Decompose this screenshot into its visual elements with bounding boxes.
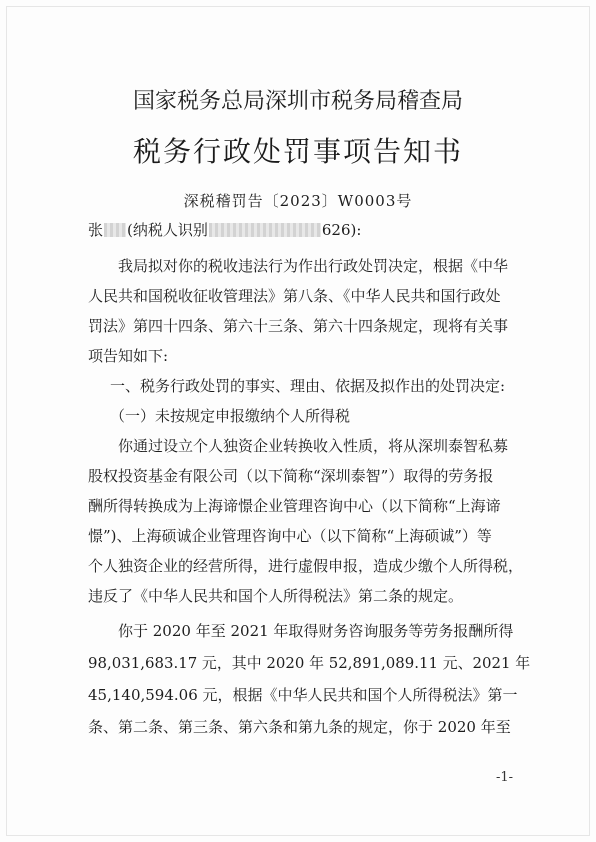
addressee-id-suffix: 626): xyxy=(321,221,362,239)
body-line: 憬”)、上海硕诚企业管理咨询中心（以下简称“上海硕诚”）等 xyxy=(88,527,492,545)
body-line: 我局拟对你的税收违法行为作出行政处罚决定，根据《中华 xyxy=(118,257,509,275)
body-line: 个人独资企业的经营所得，进行虚假申报，造成少缴个人所得税， xyxy=(88,557,524,575)
document-number: 深税稽罚告〔2023〕W0003号 xyxy=(183,192,413,210)
body-line: 违反了《中华人民共和国个人所得税法》第二条的规定。 xyxy=(88,587,464,605)
body-line: 罚法》第四十四条、第六十三条、第六十四条规定，现将有关事 xyxy=(88,317,509,335)
addressee-id-label: (纳税人识别 xyxy=(127,221,208,239)
page-number: -1- xyxy=(496,770,514,785)
subsection-heading: （一）未按规定申报缴纳个人所得税 xyxy=(110,407,351,425)
body-line: 你通过设立个人独资企业转换收入性质，将从深圳泰智私募 xyxy=(118,437,509,455)
body-line: 酬所得转换成为上海谛憬企业管理咨询中心（以下简称“上海谛 xyxy=(88,497,501,515)
body-line: 你于 2020 年至 2021 年取得财务咨询服务等劳务报酬所得 xyxy=(118,622,514,640)
body-line: 股权投资基金有限公司（以下简称“深圳泰智”）取得的劳务报 xyxy=(88,467,494,485)
redacted-name-block xyxy=(104,223,126,237)
body-line: 98,031,683.17 元，其中 2020 年 52,891,089.11 元、2021 年 xyxy=(88,654,531,672)
addressee-line xyxy=(88,220,361,240)
redacted-id-block xyxy=(209,223,321,237)
issuing-authority: 国家税务总局深圳市税务局稽查局 xyxy=(132,89,463,114)
addressee-name: 张 xyxy=(88,221,104,239)
body-line: 项告知如下: xyxy=(88,347,169,365)
body-line: 条、第二条、第三条、第六条和第九条的规定，你于 2020 年至 xyxy=(88,718,511,736)
document-title: 税务行政处罚事项告知书 xyxy=(132,135,463,168)
section-heading: 一、税务行政处罚的事实、理由、依据及拟作出的处罚决定: xyxy=(110,377,506,395)
body-line: 人民共和国税收征收管理法》第八条、《中华人民共和国行政处 xyxy=(88,287,501,305)
body-line: 45,140,594.06 元，根据《中华人民共和国个人所得税法》第一 xyxy=(88,686,518,704)
